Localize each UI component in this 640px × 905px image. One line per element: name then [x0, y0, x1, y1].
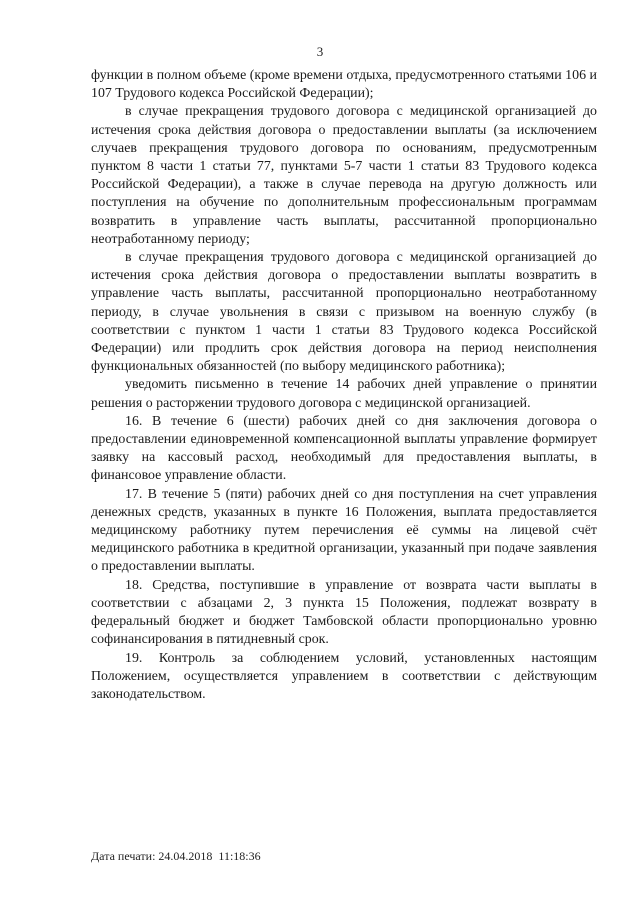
paragraph-notify-management: уведомить письменно в течение 14 рабочих дней управление о принятии решения о расторжении трудового договора с медицинской организацией.	[91, 377, 597, 411]
paragraph-return-on-military-service: в случае прекращения трудового договора с медицинской организацией до истечения срока действия договора о предоставлении выплаты возвратить в управление часть выплаты, рассчитанной пропорционально неотработанному периоду, в случае увольнения в связи с призывом на военную службу (в соответствии с пунктом 1 части 1 статьи 83 Трудового кодекса Российской Федерации) или продлить срок действия договора на период неисполнения функциональных обязанностей (по выбору медицинского работника);	[91, 250, 597, 375]
page-number: 3	[316, 44, 324, 59]
paragraph-clause-17: 17. В течение 5 (пяти) рабочих дней со дня поступления на счет управления денежных средств, указанных в пункте 16 Положения, выплата предоставляется медицинскому работнику путем перечисления её суммы на лицевой счёт медицинского работника в кредитной организации, указанный при подаче заявления о предоставлении выплаты.	[91, 486, 597, 575]
paragraph-clause-18: 18. Средства, поступившие в управление от возврата части выплаты в соответствии с абзацами 2, 3 пункта 15 Положения, подлежат возврату в федеральный бюджет и бюджет Тамбовской области пропорционально уровню софинансирования в пятидневный срок.	[91, 577, 597, 648]
paragraph-return-on-termination: в случае прекращения трудового договора с медицинской организацией до истечения срока действия договора о предоставлении выплаты (за исключением случаев прекращения трудового договора по основаниям, предусмотренным пунктом 8 части 1 статьи 77, пунктами 5-7 части 1 статьи 83 Трудового кодекса Российской Федерации), а также в случае перевода на другую должность или поступления на обучение по дополнительным профессиональным программам возвратить в управление часть выплаты, рассчитанной пропорционально неотработанному периоду;	[91, 104, 597, 247]
document-body	[91, 67, 597, 704]
paragraph-clause-19: 19. Контроль за соблюдением условий, установленных настоящим Положением, осуществляется управлением в соответствии с действующим законодательством.	[91, 650, 597, 702]
paragraph-continuation: функции в полном объеме (кроме времени отдыха, предусмотренного статьями 106 и 107 Трудового кодекса Российской Федерации);	[91, 68, 597, 102]
print-date: Дата печати: 24.04.2018 11:18:36	[91, 849, 261, 863]
paragraph-clause-16: 16. В течение 6 (шести) рабочих дней со дня заключения договора о предоставлении единовременной компенсационной выплаты управление формирует заявку на кассовый расход, необходимый для предоставления выплаты, в финансовое управление области.	[91, 413, 597, 484]
